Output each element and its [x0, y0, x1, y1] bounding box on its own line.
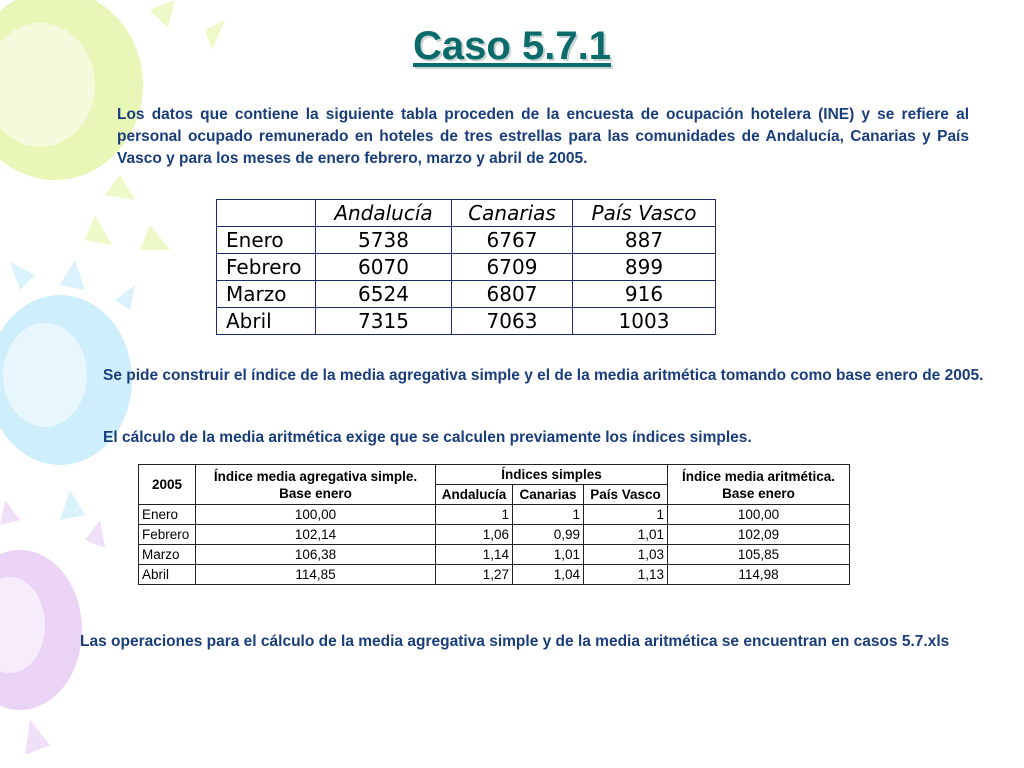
value-cell: 102,09 [668, 525, 850, 545]
subheader-cell: País Vasco [584, 485, 668, 505]
value-cell: 7315 [316, 308, 452, 335]
month-cell: Febrero [217, 254, 316, 281]
value-cell: 100,00 [196, 505, 436, 525]
header-cell: Canarias [452, 200, 573, 227]
value-cell: 6807 [452, 281, 573, 308]
value-cell: 1,06 [436, 525, 513, 545]
value-cell: 100,00 [668, 505, 850, 525]
footer-paragraph: Las operaciones para el cálculo de la media agregativa simple y de la media aritmética se encuentran en casos 5.7.xls [80, 633, 950, 650]
value-cell: 887 [573, 227, 716, 254]
arithmetic-index-header: Índice media aritmética. Base enero [668, 465, 850, 505]
value-cell: 1,01 [513, 545, 584, 565]
table-row [139, 565, 850, 585]
value-cell: 7063 [452, 308, 573, 335]
subheader-cell: Canarias [513, 485, 584, 505]
value-cell: 1 [436, 505, 513, 525]
header-cell: Andalucía [316, 200, 452, 227]
value-cell: 6524 [316, 281, 452, 308]
note-paragraph: El cálculo de la media aritmética exige que se calculen previamente los índices simples. [103, 429, 752, 446]
table-row [139, 525, 850, 545]
month-cell: Marzo [139, 545, 196, 565]
value-cell: 6070 [316, 254, 452, 281]
year-header: 2005 [139, 465, 196, 505]
index-results-table [138, 464, 850, 585]
value-cell: 1003 [573, 308, 716, 335]
value-cell: 916 [573, 281, 716, 308]
table-row [139, 545, 850, 565]
month-cell: Enero [139, 505, 196, 525]
table-row [217, 281, 716, 308]
value-cell: 114,98 [668, 565, 850, 585]
header-cell [217, 200, 316, 227]
value-cell: 1,14 [436, 545, 513, 565]
intro-paragraph: Los datos que contiene la siguiente tabla proceden de la encuesta de ocupación hotelera (INE) y se refiere al personal ocupado remunerado en hoteles de tres estrellas para las comunidades de Andalucía, Canarias y País Vasco y para los meses de enero febrero, marzo y abril de 2005. [117, 106, 969, 167]
value-cell: 1 [584, 505, 668, 525]
month-cell: Febrero [139, 525, 196, 545]
value-cell: 106,38 [196, 545, 436, 565]
month-cell: Enero [217, 227, 316, 254]
value-cell: 5738 [316, 227, 452, 254]
month-cell: Abril [139, 565, 196, 585]
month-cell: Marzo [217, 281, 316, 308]
value-cell: 114,85 [196, 565, 436, 585]
value-cell: 899 [573, 254, 716, 281]
value-cell: 1,03 [584, 545, 668, 565]
value-cell: 105,85 [668, 545, 850, 565]
value-cell: 1,04 [513, 565, 584, 585]
slide-title: Caso 5.7.1 [413, 24, 611, 68]
value-cell: 6709 [452, 254, 573, 281]
table-header-row [139, 465, 850, 485]
subheader-cell: Andalucía [436, 485, 513, 505]
simple-indices-header: Índices simples [436, 465, 668, 485]
table-row [217, 308, 716, 335]
table-row [217, 227, 716, 254]
header-cell: País Vasco [573, 200, 716, 227]
month-cell: Abril [217, 308, 316, 335]
table-row [139, 505, 850, 525]
value-cell: 1,01 [584, 525, 668, 545]
value-cell: 1,27 [436, 565, 513, 585]
value-cell: 102,14 [196, 525, 436, 545]
occupancy-data-table [216, 199, 716, 335]
task-paragraph: Se pide construir el índice de la media agregativa simple y el de la media aritmética tomando como base enero de 2005. [103, 367, 984, 384]
table-header-row [217, 200, 716, 227]
value-cell: 1 [513, 505, 584, 525]
table-row [217, 254, 716, 281]
value-cell: 0,99 [513, 525, 584, 545]
value-cell: 1,13 [584, 565, 668, 585]
value-cell: 6767 [452, 227, 573, 254]
aggregate-index-header: Índice media agregativa simple. Base enero [196, 465, 436, 505]
